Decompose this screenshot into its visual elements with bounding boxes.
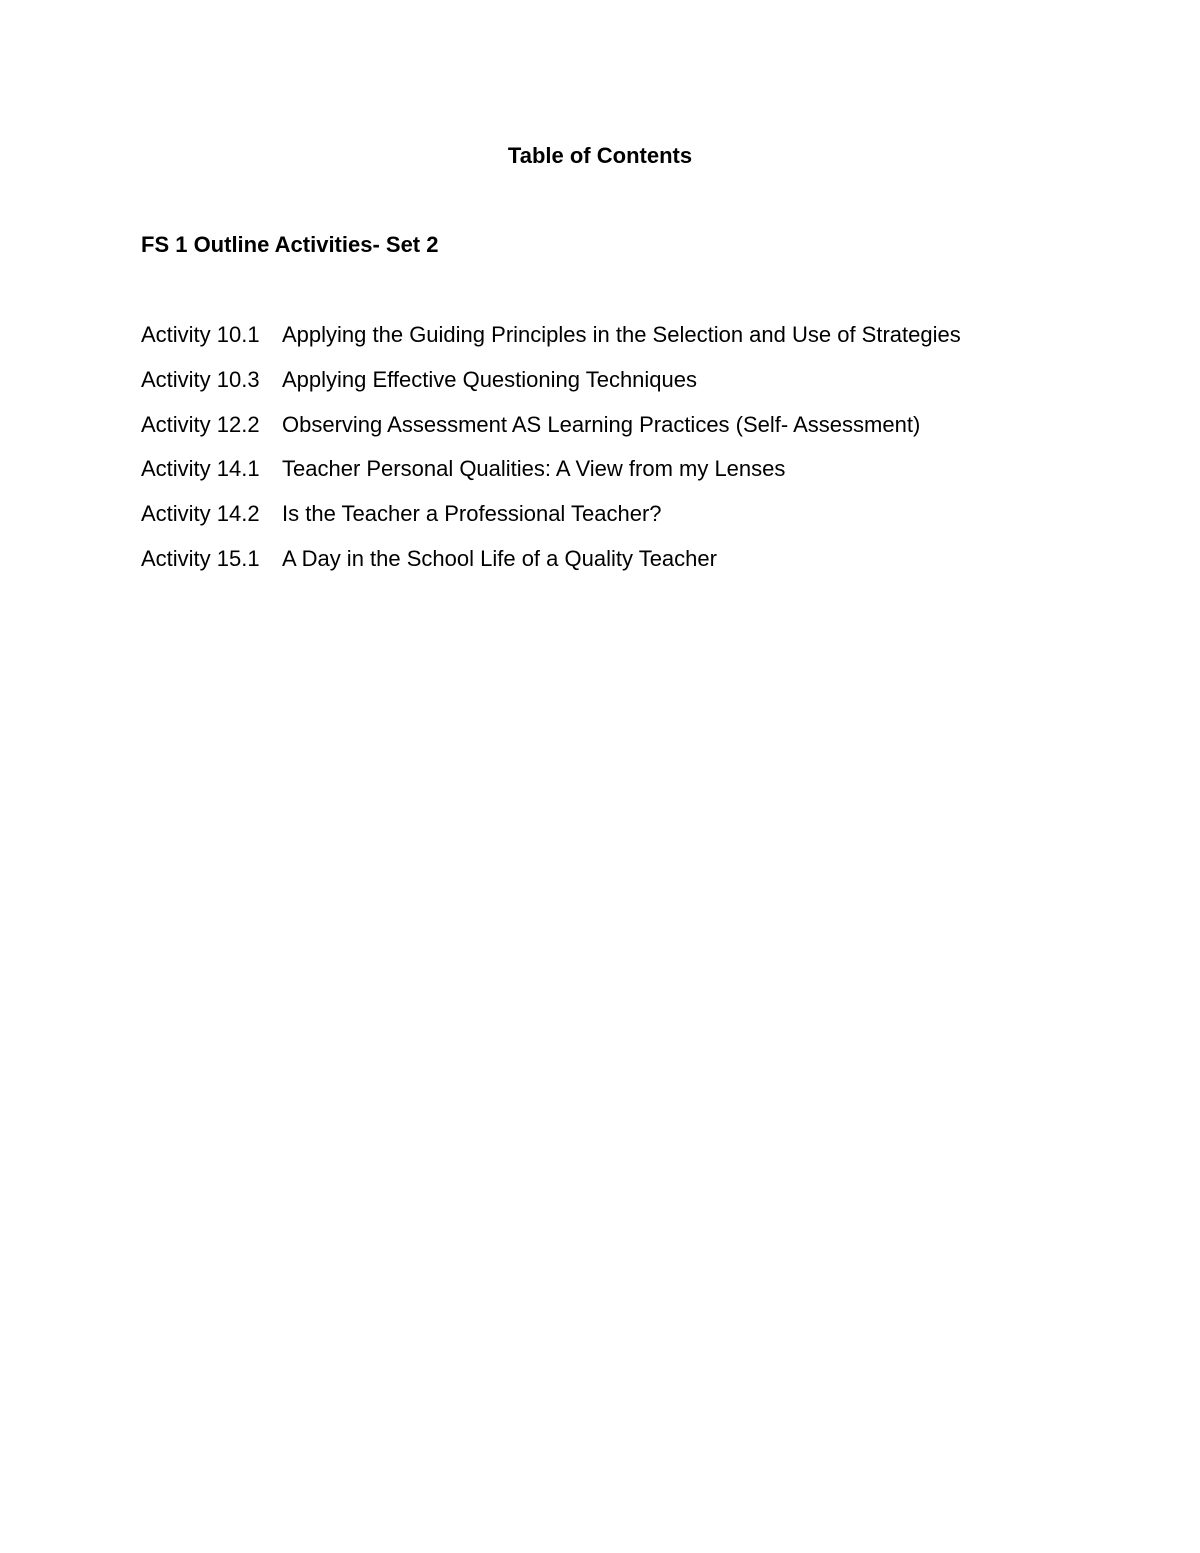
page-title: Table of Contents <box>507 143 693 168</box>
toc-entry-number: Activity 10.3 <box>141 366 260 392</box>
toc-list <box>141 321 961 590</box>
toc-entry-number: Activity 14.1 <box>141 456 260 482</box>
section-heading: FS 1 Outline Activities- Set 2 <box>141 232 439 257</box>
toc-entry <box>141 500 961 545</box>
toc-entry <box>141 321 961 366</box>
toc-entry-title: Applying Effective Questioning Techniques <box>282 366 698 392</box>
toc-entry-title: Teacher Personal Qualities: A View from my Lenses <box>282 456 786 482</box>
toc-entry-title: Is the Teacher a Professional Teacher? <box>282 501 662 527</box>
toc-entry-number: Activity 14.2 <box>141 501 260 527</box>
toc-entry-number: Activity 10.1 <box>141 322 260 347</box>
toc-entry <box>141 545 961 590</box>
toc-entry-title: Observing Assessment AS Learning Practices (Self- Assessment) <box>282 411 921 437</box>
toc-entry <box>141 411 961 456</box>
toc-entry-number: Activity 15.1 <box>141 545 260 571</box>
toc-entry-number: Activity 12.2 <box>141 411 260 437</box>
toc-entry-title: A Day in the School Life of a Quality Teacher <box>282 545 717 571</box>
toc-entry <box>141 455 961 500</box>
toc-entry-title: Applying the Guiding Principles in the Selection and Use of Strategies <box>282 322 961 347</box>
toc-entry <box>141 366 961 411</box>
